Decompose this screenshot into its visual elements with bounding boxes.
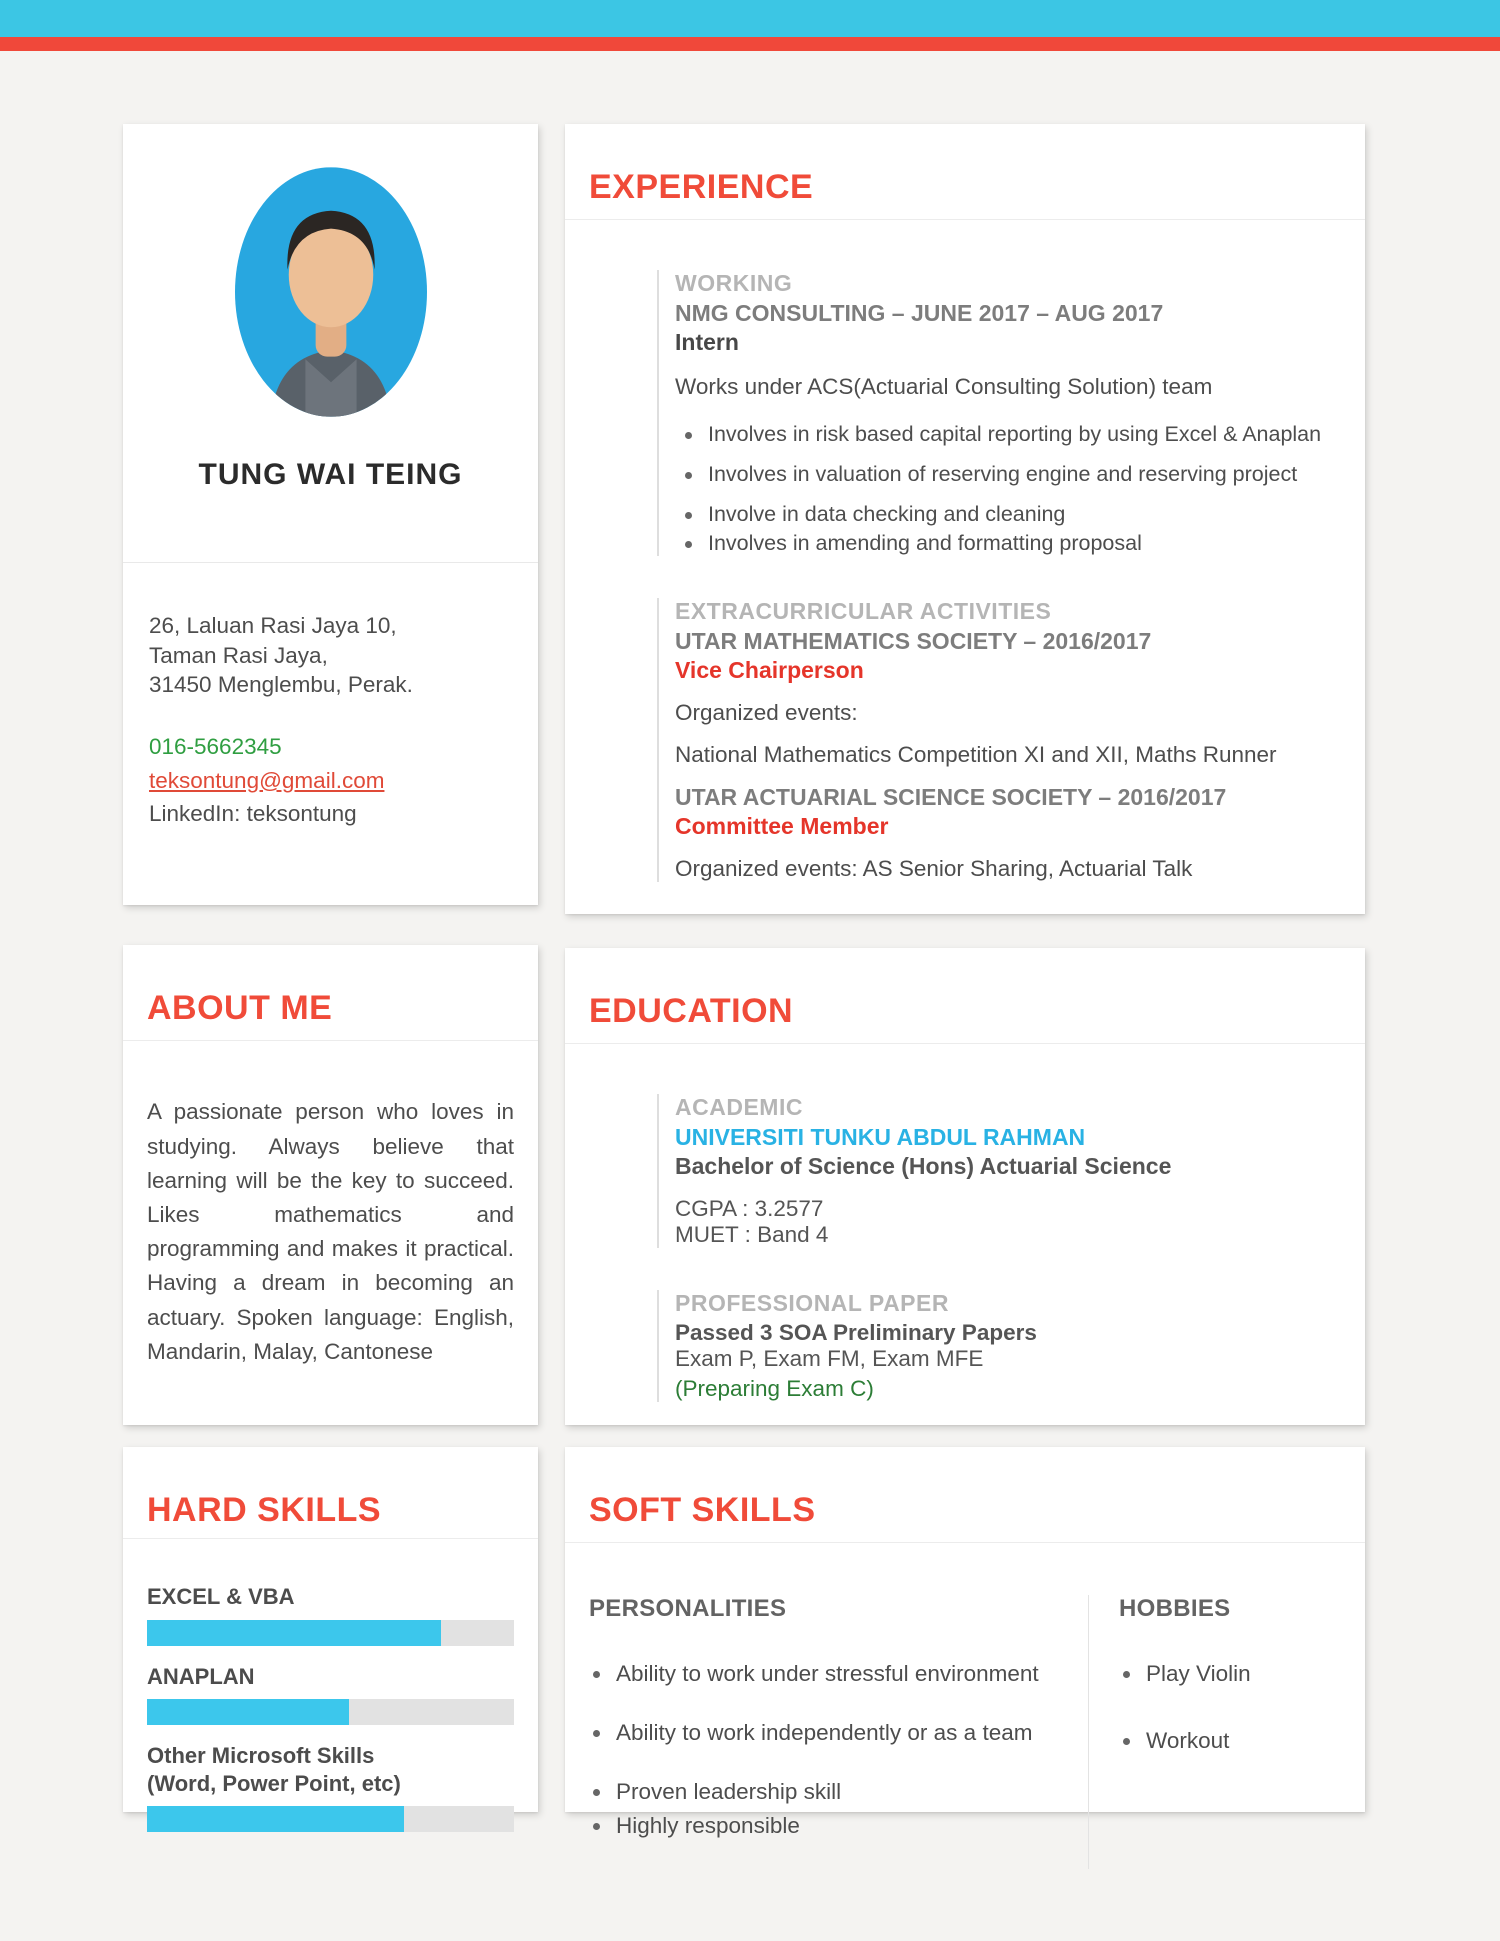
candidate-name: TUNG WAI TEING	[198, 458, 463, 491]
section-label: PROFESSIONAL PAPER	[675, 1290, 949, 1317]
personality-item	[593, 1661, 1068, 1687]
profile-photo-illustration	[235, 166, 427, 418]
hobby-item	[1123, 1728, 1349, 1754]
email-line	[149, 766, 512, 796]
preparing-note: (Preparing Exam C)	[675, 1376, 874, 1402]
about-card	[123, 945, 538, 1425]
section-label: EXTRACURRICULAR ACTIVITIES	[675, 598, 1052, 625]
experience-title: EXPERIENCE	[565, 152, 1365, 220]
working-section	[657, 270, 1341, 556]
degree-name: Bachelor of Science (Hons) Actuarial Science	[675, 1153, 1172, 1180]
job-bullet-list	[675, 422, 1327, 556]
skill-bar-fill	[147, 1699, 349, 1725]
experience-body	[565, 248, 1365, 882]
personalities-heading: PERSONALITIES	[589, 1595, 787, 1623]
skill-label: EXCEL & VBA	[147, 1584, 295, 1610]
job-bullet-text: Involves in valuation of reserving engine and reserving project	[708, 462, 1298, 487]
linkedin-handle: LinkedIn: teksontung	[149, 801, 357, 827]
job-bullet	[685, 502, 1327, 527]
skill-bar-fill	[147, 1806, 404, 1832]
personalities-list	[589, 1661, 1068, 1839]
experience-card	[565, 124, 1365, 914]
education-card	[565, 948, 1365, 1425]
job-bullet-text: Involve in data checking and cleaning	[708, 502, 1066, 527]
address	[149, 611, 512, 700]
events-line: Organized events:	[675, 700, 858, 726]
events-line: National Mathematics Competition XI and XII, Maths Runner	[675, 742, 1277, 768]
job-bullet	[685, 531, 1327, 556]
section-label: WORKING	[675, 270, 793, 297]
society-role: Committee Member	[675, 813, 889, 840]
extracurricular-section	[657, 598, 1341, 882]
skill-label: ANAPLAN	[147, 1663, 255, 1689]
bullet-dot	[593, 1671, 600, 1678]
about-text: A passionate person who loves in studying. Always believe that learning will be the key to succeed. Likes mathematics and programming and makes it practical. Having a dream in becoming an actuary. Spoken language: English, Mandarin, Malay, Cantonese	[147, 1099, 514, 1364]
bullet-dot	[685, 432, 692, 439]
job-bullet	[685, 462, 1327, 487]
hard-skills-card	[123, 1447, 538, 1812]
bullet-dot	[593, 1730, 600, 1737]
personality-text: Ability to work independently or as a team	[616, 1720, 1033, 1746]
personality-item	[593, 1720, 1068, 1746]
academic-section	[657, 1094, 1341, 1248]
about-title: ABOUT ME	[123, 973, 538, 1041]
profile-photo	[235, 166, 427, 418]
address-line: 31450 Menglembu, Perak.	[149, 672, 413, 698]
society-and-dates: UTAR ACTUARIAL SCIENCE SOCIETY – 2016/2017	[675, 784, 1227, 811]
job-bullet-text: Involves in risk based capital reporting by using Excel & Anaplan	[708, 422, 1322, 447]
papers-headline: Passed 3 SOA Preliminary Papers	[675, 1320, 1037, 1346]
hard-skills-title: HARD SKILLS	[123, 1475, 538, 1539]
bullet-dot	[685, 512, 692, 519]
personality-text: Proven leadership skill	[616, 1779, 842, 1805]
society-and-dates: UTAR MATHEMATICS SOCIETY – 2016/2017	[675, 628, 1152, 655]
employer-and-dates: NMG CONSULTING – JUNE 2017 – AUG 2017	[675, 300, 1164, 327]
skill-sublabel: (Word, Power Point, etc)	[147, 1770, 401, 1796]
muet: MUET : Band 4	[675, 1222, 829, 1248]
skill-item	[147, 1583, 514, 1646]
hobbies-heading: HOBBIES	[1119, 1595, 1231, 1623]
university-name: UNIVERSITI TUNKU ABDUL RAHMAN	[675, 1124, 1086, 1151]
cgpa: CGPA : 3.2577	[675, 1196, 824, 1222]
bullet-dot	[685, 472, 692, 479]
personality-text: Ability to work under stressful environment	[616, 1661, 1039, 1687]
bullet-dot	[593, 1823, 600, 1830]
society-role: Vice Chairperson	[675, 657, 864, 684]
skill-bar-track	[147, 1806, 514, 1832]
personalities-column	[565, 1595, 1088, 1869]
bullet-dot	[593, 1789, 600, 1796]
skill-bar-track	[147, 1699, 514, 1725]
section-label: ACADEMIC	[675, 1094, 803, 1121]
skill-label: Other Microsoft Skills	[147, 1743, 375, 1769]
soft-skills-body	[565, 1571, 1365, 1869]
education-body	[565, 1072, 1365, 1402]
bullet-dot	[1123, 1738, 1130, 1745]
hard-skills-list	[123, 1567, 538, 1832]
education-title: EDUCATION	[565, 976, 1365, 1044]
job-bullet	[685, 422, 1327, 447]
skill-item	[147, 1742, 514, 1832]
soft-skills-card	[565, 1447, 1365, 1839]
top-accent-bar-red	[0, 37, 1500, 51]
address-line: Taman Rasi Jaya,	[149, 642, 328, 668]
events-line: Organized events: AS Senior Sharing, Actuarial Talk	[675, 856, 1193, 882]
bullet-dot	[685, 541, 692, 548]
personality-text: Highly responsible	[616, 1813, 800, 1839]
soft-skills-title: SOFT SKILLS	[565, 1475, 1365, 1543]
skill-bar-fill	[147, 1620, 441, 1646]
hobby-text: Play Violin	[1146, 1661, 1251, 1687]
contact-block	[123, 563, 538, 829]
personality-item	[593, 1813, 1068, 1839]
skill-bar-track	[147, 1620, 514, 1646]
hobby-text: Workout	[1146, 1728, 1230, 1754]
personality-item	[593, 1779, 1068, 1805]
job-bullet-text: Involves in amending and formatting proposal	[708, 531, 1142, 556]
email-link[interactable]: teksontung@gmail.com	[149, 767, 385, 793]
hobbies-column	[1089, 1595, 1365, 1869]
hobbies-list	[1119, 1661, 1349, 1754]
address-line: 26, Laluan Rasi Jaya 10,	[149, 613, 397, 638]
job-title: Intern	[675, 329, 739, 356]
hobby-item	[1123, 1661, 1349, 1687]
professional-paper-section	[657, 1290, 1341, 1402]
top-accent-bar-cyan	[0, 0, 1500, 37]
profile-card	[123, 124, 538, 905]
phone-number: 016-5662345	[149, 734, 282, 760]
bullet-dot	[1123, 1671, 1130, 1678]
skill-item	[147, 1663, 514, 1726]
job-summary: Works under ACS(Actuarial Consulting Solution) team	[675, 374, 1213, 400]
exams-list: Exam P, Exam FM, Exam MFE	[675, 1346, 984, 1372]
